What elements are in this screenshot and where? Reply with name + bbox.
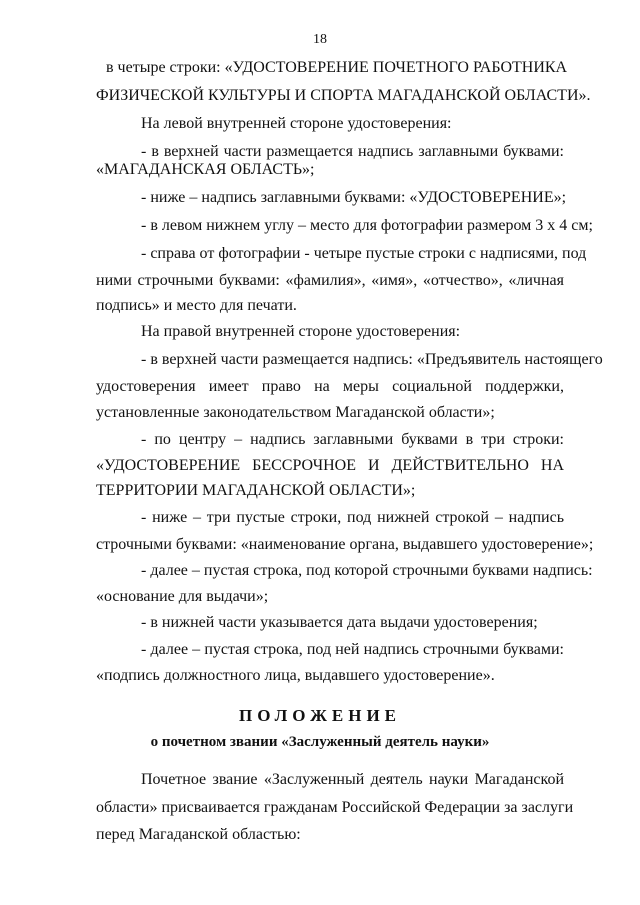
- text-line: удостоверения имеет право на меры социальной поддержки,: [96, 378, 564, 395]
- text-line: «УДОСТОВЕРЕНИЕ БЕССРОЧНОЕ И ДЕЙСТВИТЕЛЬНО НА: [96, 457, 564, 474]
- text-line: - по центру – надпись заглавными буквами в три строки:: [141, 431, 564, 448]
- text-line: в четыре строки: «УДОСТОВЕРЕНИЕ ПОЧЕТНОГО РАБОТНИКА: [106, 59, 568, 76]
- text-line: подпись» и место для печати.: [96, 297, 297, 314]
- text-line: - в нижней части указывается дата выдачи удостоверения;: [141, 614, 538, 631]
- text-line: - в верхней части размещается надпись заглавными буквами:: [141, 143, 564, 160]
- text-line: Почетное звание «Заслуженный деятель науки Магаданской: [141, 771, 564, 788]
- text-line: - ниже – три пустые строки, под нижней строкой – надпись: [141, 509, 564, 526]
- section-heading: ПОЛОЖЕНИЕ: [239, 706, 401, 725]
- text-line: На левой внутренней стороне удостоверения:: [141, 115, 452, 132]
- text-line: ними строчными буквами: «фамилия», «имя», «отчество», «личная: [96, 272, 564, 289]
- text-line: На правой внутренней стороне удостоверения:: [141, 323, 461, 340]
- text-line: строчными буквами: «наименование органа, выдавшего удостоверение»;: [96, 536, 594, 553]
- text-line: области» присваивается гражданам Российской Федерации за заслуги: [96, 799, 574, 816]
- text-line: перед Магаданской областью:: [96, 826, 301, 843]
- text-line: - далее – пустая строка, под ней надпись строчными буквами:: [141, 641, 564, 658]
- text-line: - далее – пустая строка, под которой строчными буквами надпись:: [141, 562, 593, 579]
- text-line: «МАГАДАНСКАЯ ОБЛАСТЬ»;: [96, 161, 315, 178]
- section-subheading: о почетном звании «Заслуженный деятель науки»: [150, 734, 490, 750]
- page-number: 18: [313, 32, 327, 47]
- text-line: - ниже – надпись заглавными буквами: «УДОСТОВЕРЕНИЕ»;: [141, 189, 567, 206]
- text-line: - в верхней части размещается надпись: «Предъявитель настоящего: [141, 351, 603, 368]
- text-line: ТЕРРИТОРИИ МАГАДАНСКОЙ ОБЛАСТИ»;: [96, 482, 416, 499]
- text-line: установленные законодательством Магаданской области»;: [96, 404, 495, 421]
- text-line: ФИЗИЧЕСКОЙ КУЛЬТУРЫ И СПОРТА МАГАДАНСКОЙ ОБЛАСТИ».: [96, 87, 591, 104]
- text-line: - справа от фотографии - четыре пустые строки с надписями, под: [141, 245, 587, 262]
- text-line: «основание для выдачи»;: [96, 588, 269, 605]
- text-line: - в левом нижнем углу – место для фотографии размером 3 х 4 см;: [141, 217, 593, 234]
- text-line: «подпись должностного лица, выдавшего удостоверение».: [96, 667, 495, 684]
